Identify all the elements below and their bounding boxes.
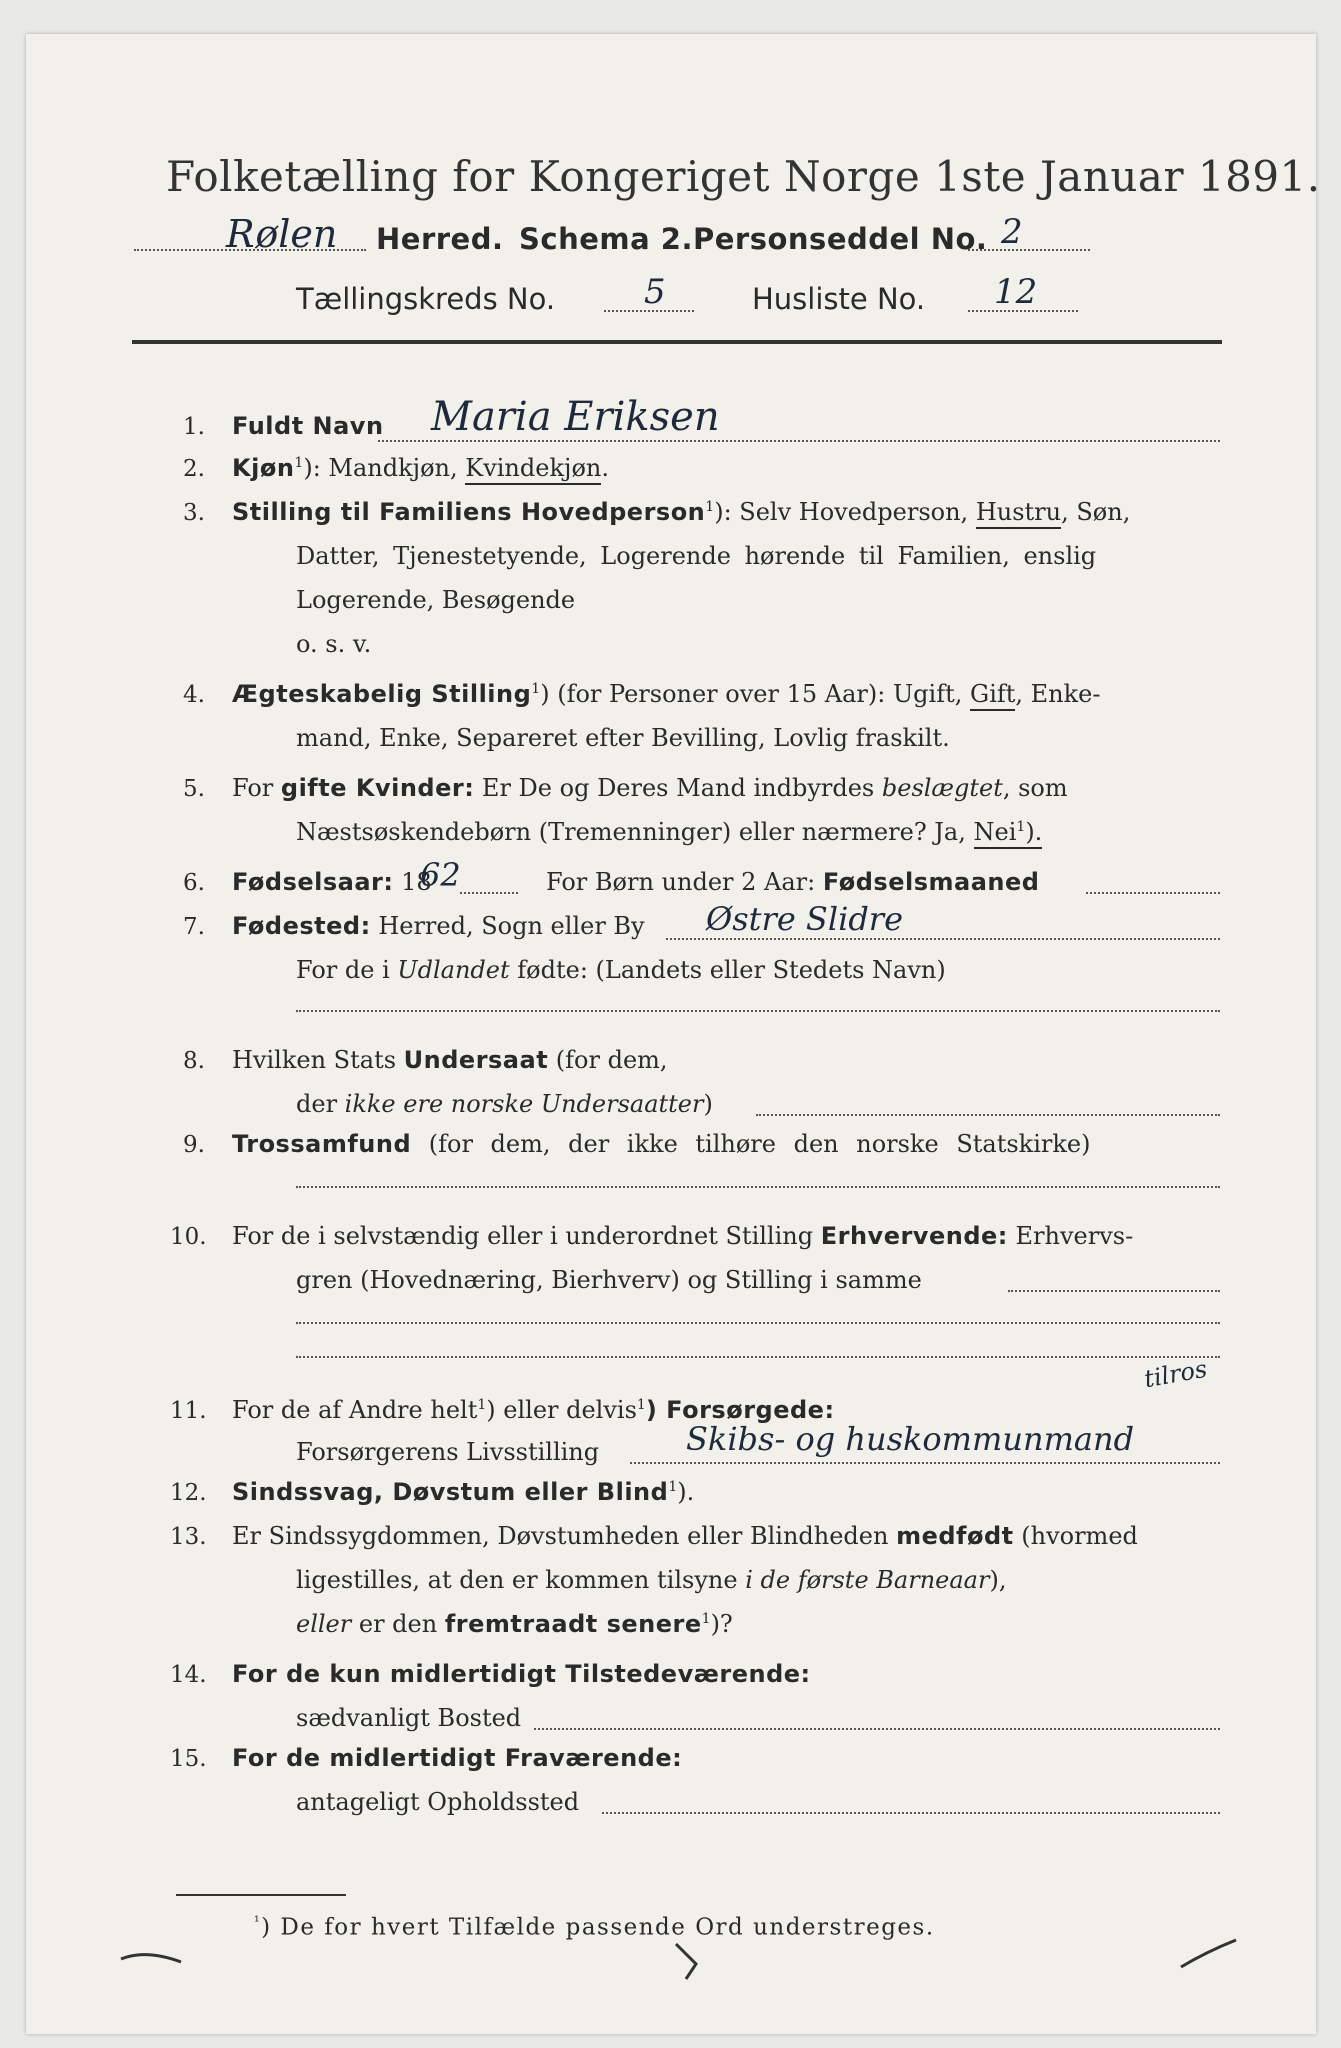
q14-number: 14. [170, 1662, 207, 1688]
q15-line2: antageligt Opholdssted [296, 1788, 580, 1816]
q11-line2: Forsørgerens Livsstilling [296, 1438, 600, 1466]
q3-line4: o. s. v. [296, 630, 372, 658]
q4-selected-gift: Gift [970, 680, 1015, 711]
q13-number: 13. [170, 1524, 207, 1550]
q15-label: For de midlertidigt Fraværende: [232, 1744, 683, 1772]
q5-line2: Næstsøskendebørn (Tremenninger) eller nærmere? Ja, Nei$^1$). [296, 818, 1042, 846]
q9-number: 9. [183, 1132, 205, 1158]
header-rule [132, 340, 1222, 344]
q1-label: Fuldt Navn [232, 412, 384, 440]
q13-line2: ligestilles, at den er kommen tilsyne i de første Barneaar), [296, 1566, 1007, 1594]
q2-line: Kjøn$^1$): Mandkjøn, Kvindekjøn. [232, 454, 609, 482]
q4-line2: mand, Enke, Separeret efter Bevilling, Lovlig fraskilt. [296, 724, 950, 752]
q15-number: 15. [170, 1746, 207, 1772]
q7-birthplace-value: Østre Slidre [706, 900, 904, 938]
q4-number: 4. [183, 682, 205, 708]
q8-line1: Hvilken Stats Undersaat (for dem, [232, 1046, 668, 1074]
q3-number: 3. [183, 500, 205, 526]
q1-name-value: Maria Eriksen [431, 394, 720, 440]
q9-label: Trossamfund [232, 1130, 412, 1158]
q8-line2: der ikke ere norske Undersaatter) [296, 1090, 713, 1118]
q9-line1: Trossamfund (for dem, der ikke tilhøre den norske Statskirke) [232, 1130, 1091, 1158]
footnote-rule [176, 1894, 346, 1896]
q10-line1: For de i selvstændig eller i underordnet Stilling Erhvervende: Erhvervs- [232, 1222, 1134, 1250]
q2-number: 2. [183, 456, 205, 482]
husliste-label: Husliste No. [752, 282, 926, 316]
schema-label: Schema 2. [519, 222, 693, 256]
census-form-page [26, 34, 1321, 2034]
q11-provider-value: Skibs- og huskommunmand [686, 1420, 1135, 1458]
q5-label: gifte Kvinder: [280, 774, 475, 802]
kreds-label: Tællingskreds No. [296, 282, 556, 316]
q6-number: 6. [183, 870, 205, 896]
q3-label: Stilling til Familiens Hovedperson [232, 498, 706, 526]
q3-line3: Logerende, Besøgende [296, 586, 576, 614]
q1-number: 1. [183, 414, 205, 440]
q10-number: 10. [170, 1224, 207, 1250]
q14-label: For de kun midlertidigt Tilstedeværende: [232, 1660, 811, 1688]
q4-line1: Ægteskabelig Stilling$^1$) (for Personer over 15 Aar): Ugift, Gift, Enke- [232, 680, 1100, 708]
q6-year-value: 62 [420, 856, 461, 894]
personseddel-label: Personseddel No. [693, 222, 988, 256]
q6-rest: For Børn under 2 Aar: Fødselsmaaned [546, 868, 1040, 896]
q6-line: Fødselsaar: 18 [232, 868, 432, 896]
q8-number: 8. [183, 1048, 205, 1074]
q12-label: Sindssvag, Døvstum eller Blind [232, 1478, 669, 1506]
q7-line1: Fødested: Herred, Sogn eller By [232, 912, 645, 940]
q7-line2: For de i Udlandet fødte: (Landets eller Stedets Navn) [296, 956, 946, 984]
q13-line1: Er Sindssygdommen, Døvstumheden eller Blindheden medfødt (hvormed [232, 1522, 1138, 1550]
q3-line1: Stilling til Familiens Hovedperson$^1$): Selv Hovedperson, Hustru, Søn, [232, 498, 1130, 526]
husliste-value: 12 [994, 272, 1038, 312]
q2-selected-female: Kvindekjøn [465, 454, 601, 485]
footnote: $^{^1}$) De for hvert Tilfælde passende Ord understreges. [254, 1914, 935, 1941]
q5-selected-nei: Nei$^1$). [974, 818, 1043, 849]
q11-value-top: tilros [1142, 1354, 1210, 1394]
personseddel-value: 2 [1001, 212, 1023, 252]
binding-mark-left [116, 1944, 186, 1974]
q5-line1: For gifte Kvinder: Er De og Deres Mand indbyrdes beslægtet, som [232, 774, 1068, 802]
q5-number: 5. [183, 776, 205, 802]
q6-label: Fødselsaar: [232, 868, 394, 896]
form-title: Folketælling for Kongeriget Norge 1ste Januar 1891. [166, 152, 1321, 201]
q2-label: Kjøn [232, 454, 295, 482]
q4-label: Ægteskabelig Stilling [232, 680, 532, 708]
binding-mark-right [1176, 1932, 1246, 1972]
q8-label: Undersaat [403, 1046, 549, 1074]
q12-line: Sindssvag, Døvstum eller Blind$^1$). [232, 1478, 695, 1506]
q7-number: 7. [183, 914, 205, 940]
q3-line2: Datter, Tjenestetyende, Logerende hørende til Familien, enslig [296, 542, 1097, 570]
q7-label: Fødested: [232, 912, 371, 940]
q11-number: 11. [170, 1398, 207, 1424]
herred-label: Herred. [376, 222, 504, 256]
q11-line1: For de af Andre helt$^1$) eller delvis$^1$) Forsørgede: [232, 1396, 835, 1424]
q10-line2: gren (Hovednæring, Bierhverv) og Stilling i samme [296, 1266, 922, 1294]
q13-line3: eller er den fremtraadt senere$^1$)? [296, 1610, 733, 1638]
q3-selected-hustru: Hustru [976, 498, 1061, 529]
kreds-value: 5 [644, 272, 666, 312]
q14-line2: sædvanligt Bosted [296, 1704, 522, 1732]
binding-mark-center [666, 1934, 716, 1984]
herred-value: Rølen [226, 212, 338, 256]
q12-number: 12. [170, 1480, 207, 1506]
